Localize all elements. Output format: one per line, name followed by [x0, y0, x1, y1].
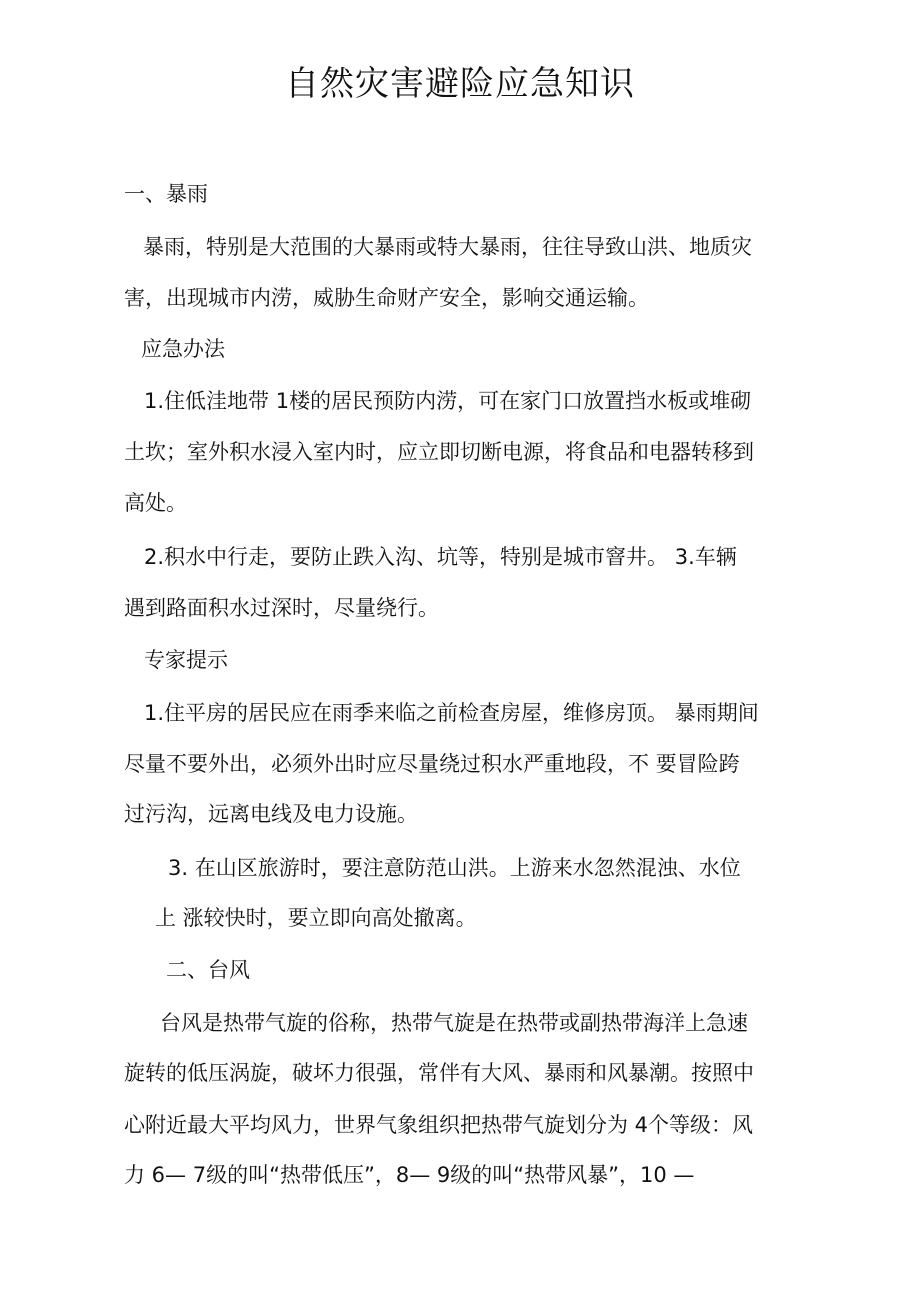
paragraph-line: 尽量不要外出，必须外出时应尽量绕过积水严重地段，不 要冒险跨	[124, 752, 740, 776]
paragraph-line: 土坎；室外积水浸入室内时，应立即切断电源，将食品和电器转移到	[124, 440, 754, 464]
paragraph-line: 心附近最大平均风力，世界气象组织把热带气旋划分为 4个等级：风	[124, 1113, 754, 1137]
paragraph-line: 1.住低洼地带 1楼的居民预防内涝，可在家门口放置挡水板或堆砌	[144, 389, 752, 413]
subheading-expert-tips: 专家提示	[144, 648, 228, 672]
paragraph-line: 暴雨，特别是大范围的大暴雨或特大暴雨，往往导致山洪、地质灾	[143, 235, 752, 259]
section-heading-typhoon: 二、台风	[166, 958, 250, 982]
paragraph-line: 遇到路面积水过深时，尽量绕行。	[124, 596, 439, 620]
page-title: 自然灾害避险应急知识	[285, 64, 635, 104]
paragraph-line: 害，出现城市内涝，威胁生命财产安全，影响交通运输。	[124, 286, 649, 310]
paragraph-line: 旋转的低压涡旋，破坏力很强，常伴有大风、暴雨和风暴潮。按照中	[124, 1061, 754, 1085]
paragraph-line: 1.住平房的居民应在雨季来临之前检查房屋，维修房顶。 暴雨期间	[144, 701, 759, 725]
section-heading-rainstorm: 一、暴雨	[124, 182, 208, 206]
paragraph-line: 2.积水中行走，要防止跌入沟、坑等，特别是城市窨井。 3.车辆	[144, 545, 737, 569]
paragraph-line: 过污沟，远离电线及电力设施。	[124, 802, 418, 826]
paragraph-line: 台风是热带气旋的俗称，热带气旋是在热带或副热带海洋上急速	[160, 1011, 748, 1035]
paragraph-line: 高处。	[124, 491, 187, 515]
paragraph-line: 3. 在山区旅游时，要注意防范山洪。上游来水忽然混浊、水位	[168, 856, 741, 880]
subheading-emergency-methods: 应急办法	[141, 337, 225, 361]
paragraph-line: 上 涨较快时，要立即向高处撤离。	[155, 906, 477, 930]
paragraph-line: 力 6— 7级的叫“热带低压”，8— 9级的叫“热带风暴”，10 —	[124, 1163, 695, 1187]
